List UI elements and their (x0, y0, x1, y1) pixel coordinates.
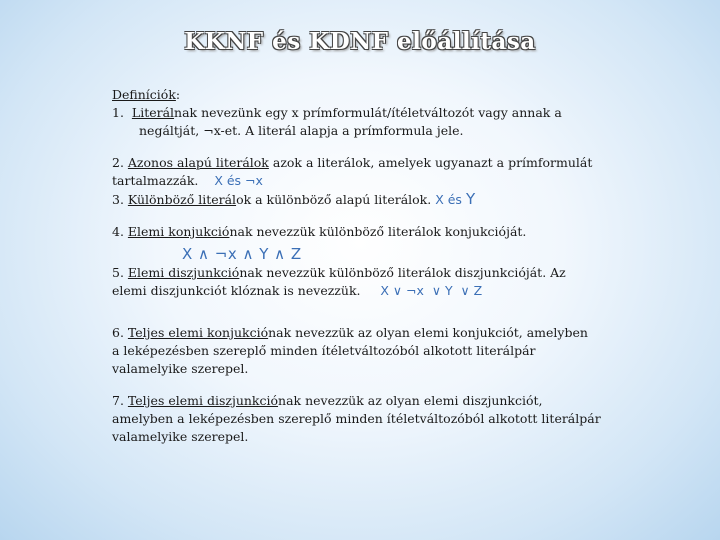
term-different-literal: Különböző literál (127, 192, 237, 207)
term-elementary-disjunction: Elemi diszjunkció (127, 265, 240, 280)
definition-3: 3. Különböző literálok a különböző alapú literálok. X és Y (112, 190, 476, 208)
definition-6-line3: valamelyike szerepel. (112, 361, 249, 376)
term-same-base-literals: Azonos alapú literálok (127, 155, 269, 170)
formula-4-row (112, 245, 612, 264)
definition-7-line2: amelyben a leképezésben szereplő minden ítéletváltozóból alkotott literálpár (112, 411, 601, 426)
definition-7: 7. Teljes elemi diszjunkciónak nevezzük az olyan elemi diszjunkciót, (112, 393, 543, 408)
formula-3a: X és (435, 192, 462, 207)
formula-4: X ∧ ¬x ∧ Y ∧ Z (182, 245, 302, 263)
definition-1: 1. Literálnak nevezünk egy x prímformulát/ítéletváltozót vagy annak a (112, 105, 562, 120)
definitions-body (112, 86, 612, 446)
definition-2: 2. Azonos alapú literálok azok a literálok, amelyek ugyanazt a prímformulát (112, 155, 593, 170)
term-elementary-conjunction: Elemi konjukció (127, 224, 230, 239)
definition-1-line2: negáltját, ¬x-et. A literál alapja a prímformula jele. (139, 123, 464, 138)
term-full-elementary-conjunction: Teljes elemi konjukció (127, 325, 269, 340)
definition-6: 6. Teljes elemi konjukciónak nevezzük az olyan elemi konjukciót, amelyben (112, 325, 588, 340)
slide-title: KKNF és KDNF előállítása (184, 28, 536, 55)
definition-6-line2: a leképezésben szereplő minden ítéletváltozóból alkotott literálpár (112, 343, 536, 358)
term-literal: Literál (131, 105, 175, 120)
definition-2-line2: tartalmazzák. X és ¬x (112, 173, 263, 188)
definition-7-line3: valamelyike szerepel. (112, 429, 249, 444)
definition-5-line2: elemi diszjunkciót klóznak is nevezzük. X ∨ ¬x ∨ Y ∨ Z (112, 283, 483, 298)
formula-5: X ∨ ¬x ∨ Y ∨ Z (380, 283, 483, 298)
term-full-elementary-disjunction: Teljes elemi diszjunkció (127, 393, 279, 408)
formula-3b: Y (465, 190, 476, 208)
definition-4: 4. Elemi konjukciónak nevezzük különböző literálok konjukcióját. (112, 224, 527, 239)
definition-5: 5. Elemi diszjunkciónak nevezzük különböző literálok diszjunkcióját. Az (112, 265, 566, 280)
definitions-heading: Definíciók: (112, 87, 181, 102)
formula-2: X és ¬x (214, 173, 263, 188)
